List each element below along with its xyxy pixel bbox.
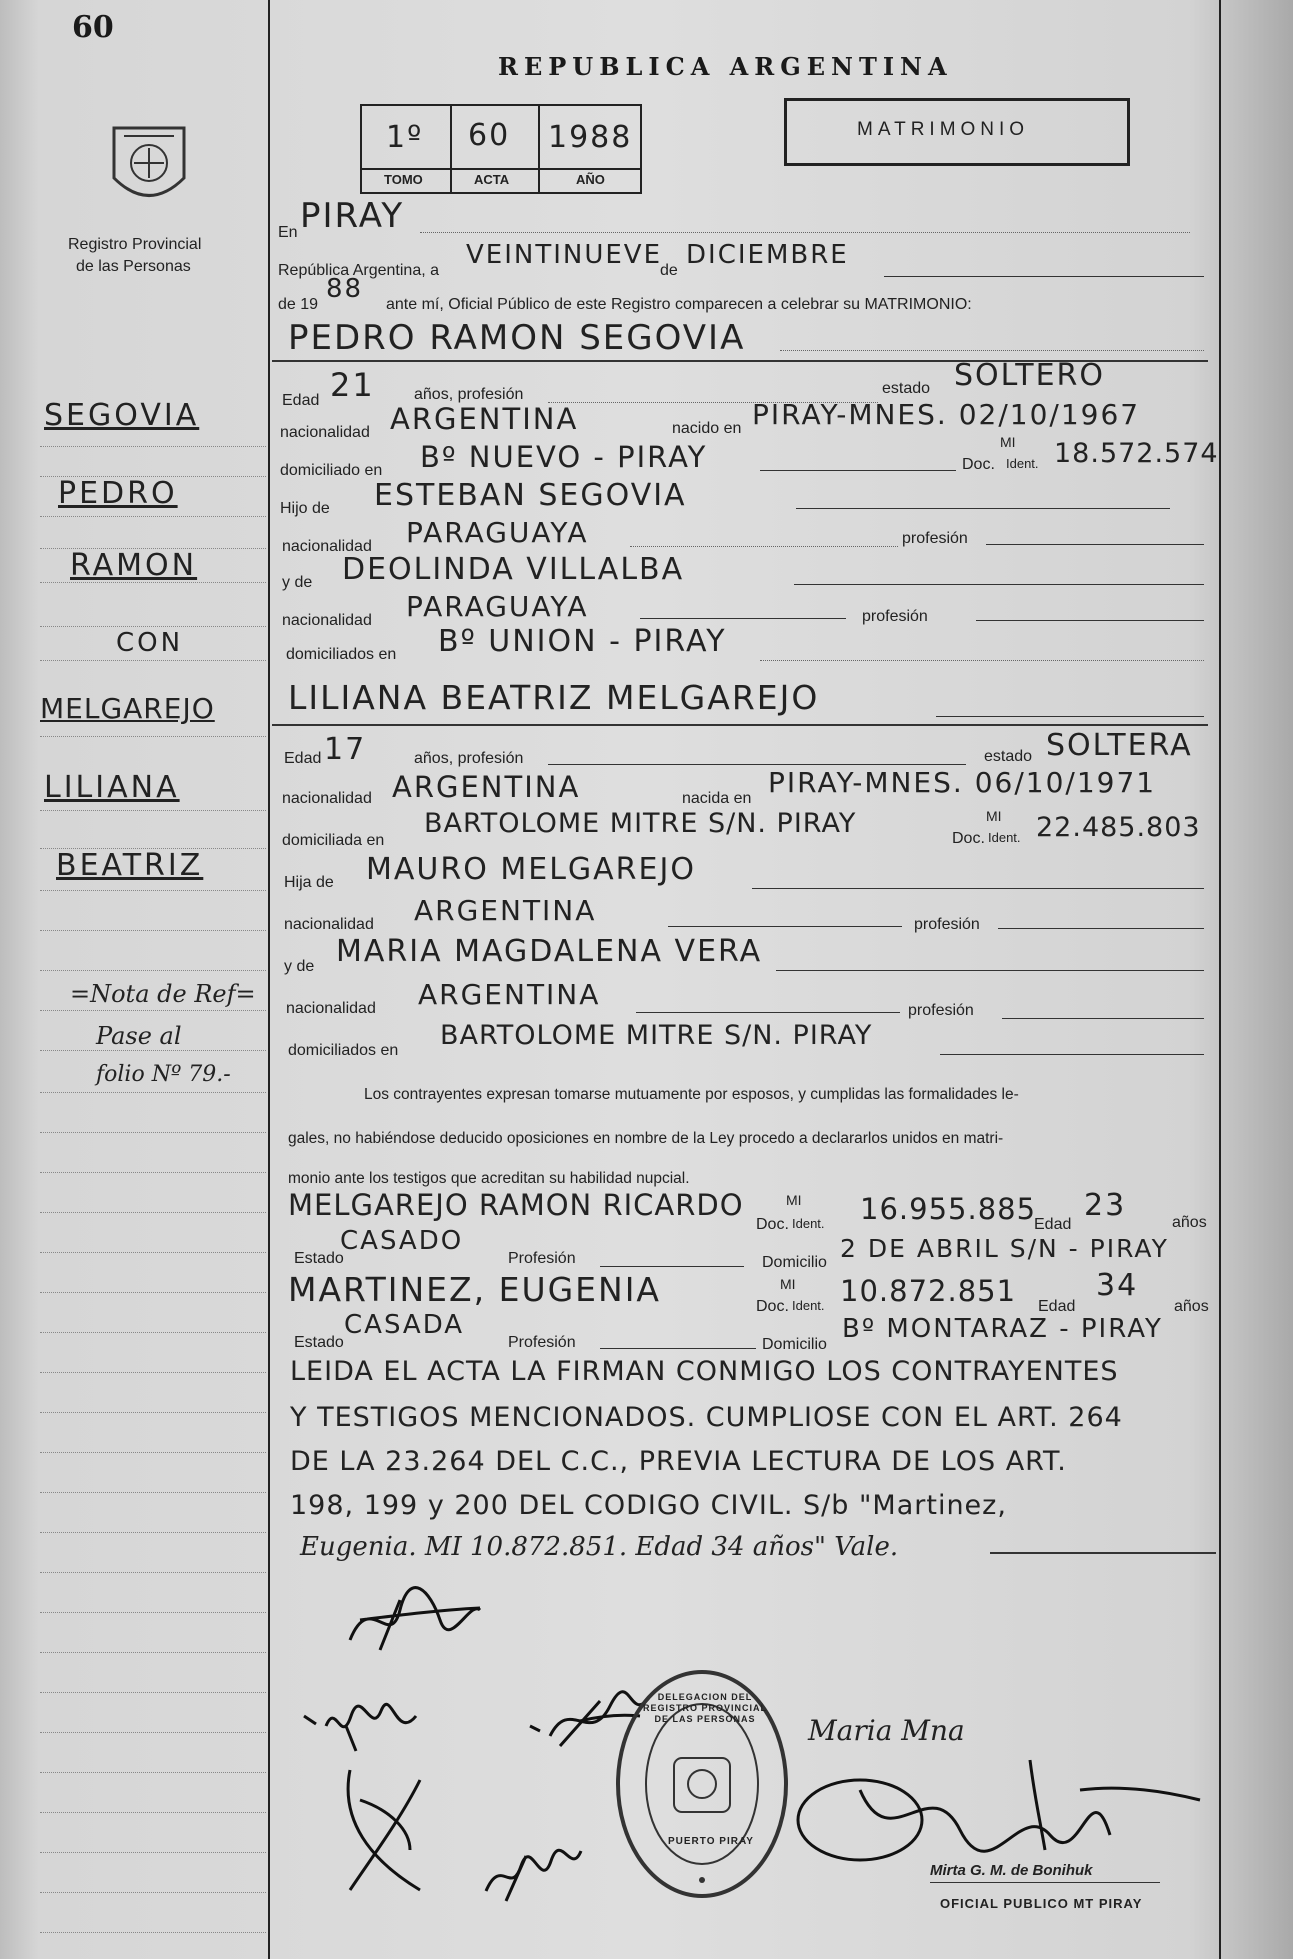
bride-domicilio: BARTOLOME MITRE S/N. PIRAY — [424, 808, 857, 839]
page-number: 60 — [72, 10, 114, 45]
witness2-estado-label: Estado — [294, 1334, 344, 1351]
groom-father: ESTEBAN SEGOVIA — [374, 478, 687, 513]
registry-emblem-icon — [104, 118, 194, 218]
margin-name-liliana: LILIANA — [44, 770, 180, 805]
groom-edad-label: Edad — [282, 392, 320, 409]
witness1-domicilio: 2 DE ABRIL S/N - PIRAY — [840, 1234, 1169, 1263]
officer-signature-icon — [790, 1740, 1210, 1870]
closing-line1: LEIDA EL ACTA LA FIRMAN CONMIGO LOS CONTRAYENTES — [290, 1356, 1119, 1387]
groom-doc-number: 18.572.574 — [1054, 438, 1219, 469]
witness2-doc-number: 10.872.851 — [840, 1274, 1017, 1308]
witness2-ident-label: Ident. — [792, 1298, 825, 1313]
bride-nacionalidad: ARGENTINA — [392, 770, 581, 804]
bride-parents-dom: BARTOLOME MITRE S/N. PIRAY — [440, 1020, 873, 1051]
witness1-estado: CASADO — [340, 1226, 464, 1256]
tomo-value: 1º — [386, 120, 424, 155]
margin-con: CON — [116, 628, 184, 658]
en-label: En — [278, 224, 298, 241]
witness1-domicilio-label: Domicilio — [762, 1254, 827, 1271]
acta-value: 60 — [468, 118, 511, 153]
witness-written-name: Maria Mna — [808, 1714, 965, 1747]
witness2-signature-icon — [476, 1836, 586, 1906]
groom-full-name: PEDRO RAMON SEGOVIA — [288, 318, 746, 358]
margin-name-pedro: PEDRO — [58, 476, 178, 511]
place-value: PIRAY — [300, 196, 405, 236]
margin-note-line2: Pase al — [96, 1022, 182, 1050]
declaration-line2: gales, no habiéndose deducido oposiciones en nombre de la Ley procedo a declararlos unidos en matri- — [288, 1130, 1004, 1147]
margin-name-beatriz: BEATRIZ — [56, 848, 204, 883]
bride-age: 17 — [324, 732, 367, 767]
groom-mother: DEOLINDA VILLALBA — [342, 552, 685, 587]
bride-edad-label: Edad — [284, 750, 322, 767]
act-type-label: MATRIMONIO — [857, 119, 1030, 140]
de-month-label: de — [660, 262, 678, 279]
bride-full-name: LILIANA BEATRIZ MELGAREJO — [288, 678, 820, 717]
witness2-profesion-label: Profesión — [508, 1334, 576, 1351]
year-prefix-label: de 19 — [278, 296, 319, 313]
witness2-age: 34 — [1096, 1268, 1139, 1303]
groom-signature-icon — [340, 1580, 490, 1660]
margin-surname-bride: MELGAREJO — [40, 692, 215, 725]
witness2-doc-label: Doc. — [756, 1298, 789, 1315]
witness2-edad-label: Edad — [1038, 1298, 1076, 1315]
groom-parents-dom-label: domiciliados en — [286, 646, 397, 663]
groom-nacionalidad-label: nacionalidad — [280, 424, 370, 441]
groom-estado-label: estado — [882, 380, 931, 397]
witness1-age: 23 — [1084, 1188, 1127, 1223]
tomo-label: TOMO — [384, 172, 423, 187]
bride-father-prof-label: profesión — [914, 916, 980, 933]
bride-y-de-label: y de — [284, 958, 315, 975]
closing-line3: DE LA 23.264 DEL C.C., PREVIA LECTURA DE LOS ART. — [290, 1446, 1067, 1477]
witness2-anos-label: años — [1174, 1298, 1209, 1315]
witness1-doc-type: MI — [786, 1192, 802, 1208]
witness2-name: MARTINEZ, EUGENIA — [288, 1270, 662, 1309]
declaration-line3: monio ante los testigos que acreditan su habilidad nupcial. — [288, 1170, 690, 1187]
bride-parents-dom-label: domiciliados en — [288, 1042, 399, 1059]
witness1-doc-number: 16.955.885 — [860, 1192, 1037, 1226]
groom-nacionalidad: ARGENTINA — [390, 402, 579, 436]
witness-x-mark-icon — [330, 1760, 440, 1900]
bride-mother-nac: ARGENTINA — [418, 978, 601, 1011]
groom-nacido-label: nacido en — [672, 420, 742, 437]
appearance-statement: ante mí, Oficial Público de este Registro comparecen a celebrar su MATRIMONIO: — [386, 296, 972, 313]
groom-y-de-label: y de — [282, 574, 313, 591]
witness1-ident-label: Ident. — [792, 1216, 825, 1231]
witness1-edad-label: Edad — [1034, 1216, 1072, 1233]
bride-doc-number: 22.485.803 — [1036, 812, 1201, 843]
groom-estado: SOLTERO — [954, 358, 1105, 393]
witness1-anos-label: años — [1172, 1214, 1207, 1231]
bride-estado: SOLTERA — [1046, 728, 1193, 763]
bride-anos-profesion-label: años, profesión — [414, 750, 524, 767]
bride-father-nac: ARGENTINA — [414, 894, 597, 927]
groom-birth: PIRAY-MNES. 02/10/1967 — [752, 398, 1141, 431]
groom-father-prof-label: profesión — [902, 530, 968, 547]
anio-label: AÑO — [576, 172, 605, 187]
bride-father: MAURO MELGAREJO — [366, 852, 696, 887]
groom-age: 21 — [330, 366, 375, 404]
margin-surname-groom: SEGOVIA — [44, 398, 200, 433]
margin-name-ramon: RAMON — [70, 548, 198, 583]
book-reference-box — [360, 104, 642, 194]
bride-birth: PIRAY-MNES. 06/10/1971 — [768, 766, 1157, 799]
country-title: REPUBLICA ARGENTINA — [498, 52, 953, 81]
right-frame-line — [1219, 0, 1221, 1959]
bride-mother-prof-label: profesión — [908, 1002, 974, 1019]
registry-name-line1: Registro Provincial — [68, 236, 202, 253]
bride-section-divider — [272, 724, 1208, 726]
groom-mother-prof-label: profesión — [862, 608, 928, 625]
closing-line2: Y TESTIGOS MENCIONADOS. CUMPLIOSE CON EL ART. 264 — [290, 1402, 1123, 1433]
declaration-line1: Los contrayentes expresan tomarse mutuamente por esposos, y cumplidas las formalidades le- — [364, 1086, 1019, 1103]
groom-mother-nac: PARAGUAYA — [406, 590, 589, 623]
groom-domiciliado-label: domiciliado en — [280, 462, 383, 479]
groom-domicilio: Bº NUEVO - PIRAY — [420, 440, 708, 474]
witness1-doc-label: Doc. — [756, 1216, 789, 1233]
bride-nacida-label: nacida en — [682, 790, 752, 807]
bride-domiciliada-label: domiciliada en — [282, 832, 385, 849]
registry-name-line2: de las Personas — [76, 258, 191, 275]
groom-father-nac-label: nacionalidad — [282, 538, 372, 555]
bride-hija-label: Hija de — [284, 874, 334, 891]
officer-name: Mirta G. M. de Bonihuk — [930, 1862, 1093, 1879]
officer-title: OFICIAL PUBLICO MT PIRAY — [940, 1896, 1143, 1911]
witness2-domicilio-label: Domicilio — [762, 1336, 827, 1353]
closing-line4: 198, 199 y 200 DEL CODIGO CIVIL. S/b "Martinez, — [290, 1490, 1007, 1521]
bride-nacionalidad-label: nacionalidad — [282, 790, 372, 807]
witness2-domicilio: Bº MONTARAZ - PIRAY — [842, 1314, 1163, 1344]
bride-mother: MARIA MAGDALENA VERA — [336, 934, 763, 969]
seal-text: DELEGACION DEL REGISTRO PROVINCIAL DE LAS PERSONAS — [642, 1692, 767, 1724]
margin-note-line1: =Nota de Ref= — [70, 980, 256, 1008]
groom-hijo-label: Hijo de — [280, 500, 330, 517]
seal-place: PUERTO PIRAY — [668, 1836, 754, 1847]
groom-doc-label: Doc. — [962, 456, 995, 473]
month-value: DICIEMBRE — [686, 240, 849, 270]
witness1-profesion-label: Profesión — [508, 1250, 576, 1267]
acta-label: ACTA — [474, 172, 510, 187]
groom-father-nac: PARAGUAYA — [406, 516, 589, 549]
groom-mother-nac-label: nacionalidad — [282, 612, 372, 629]
bride-mother-nac-label: nacionalidad — [286, 1000, 376, 1017]
bride-ident-label: Ident. — [988, 830, 1021, 845]
groom-anos-profesion-label: años, profesión — [414, 386, 524, 403]
groom-doc-type: MI — [1000, 434, 1016, 450]
bride-doc-label: Doc. — [952, 830, 985, 847]
closing-line5: Eugenia. MI 10.872.851. Edad 34 años" Vale. — [300, 1532, 899, 1562]
bride-doc-type: MI — [986, 808, 1002, 824]
margin-note-line3: folio Nº 79.- — [96, 1062, 231, 1087]
act-type-box — [784, 98, 1130, 166]
anio-value: 1988 — [548, 120, 633, 155]
year-suffix-value: 88 — [326, 274, 364, 304]
groom-ident-label: Ident. — [1006, 456, 1039, 471]
day-value: VEINTINUEVE — [466, 240, 663, 270]
witness1-name: MELGAREJO RAMON RICARDO — [288, 1188, 744, 1222]
bride-signature-icon — [296, 1696, 446, 1756]
groom-parents-dom: Bº UNION - PIRAY — [438, 624, 727, 659]
witness2-doc-type: MI — [780, 1276, 796, 1292]
witness1-estado-label: Estado — [294, 1250, 344, 1267]
bride-father-nac-label: nacionalidad — [284, 916, 374, 933]
bride-estado-label: estado — [984, 748, 1033, 765]
witness2-estado: CASADA — [344, 1310, 465, 1340]
margin-divider — [268, 0, 270, 1959]
republica-label: República Argentina, a — [278, 262, 439, 279]
